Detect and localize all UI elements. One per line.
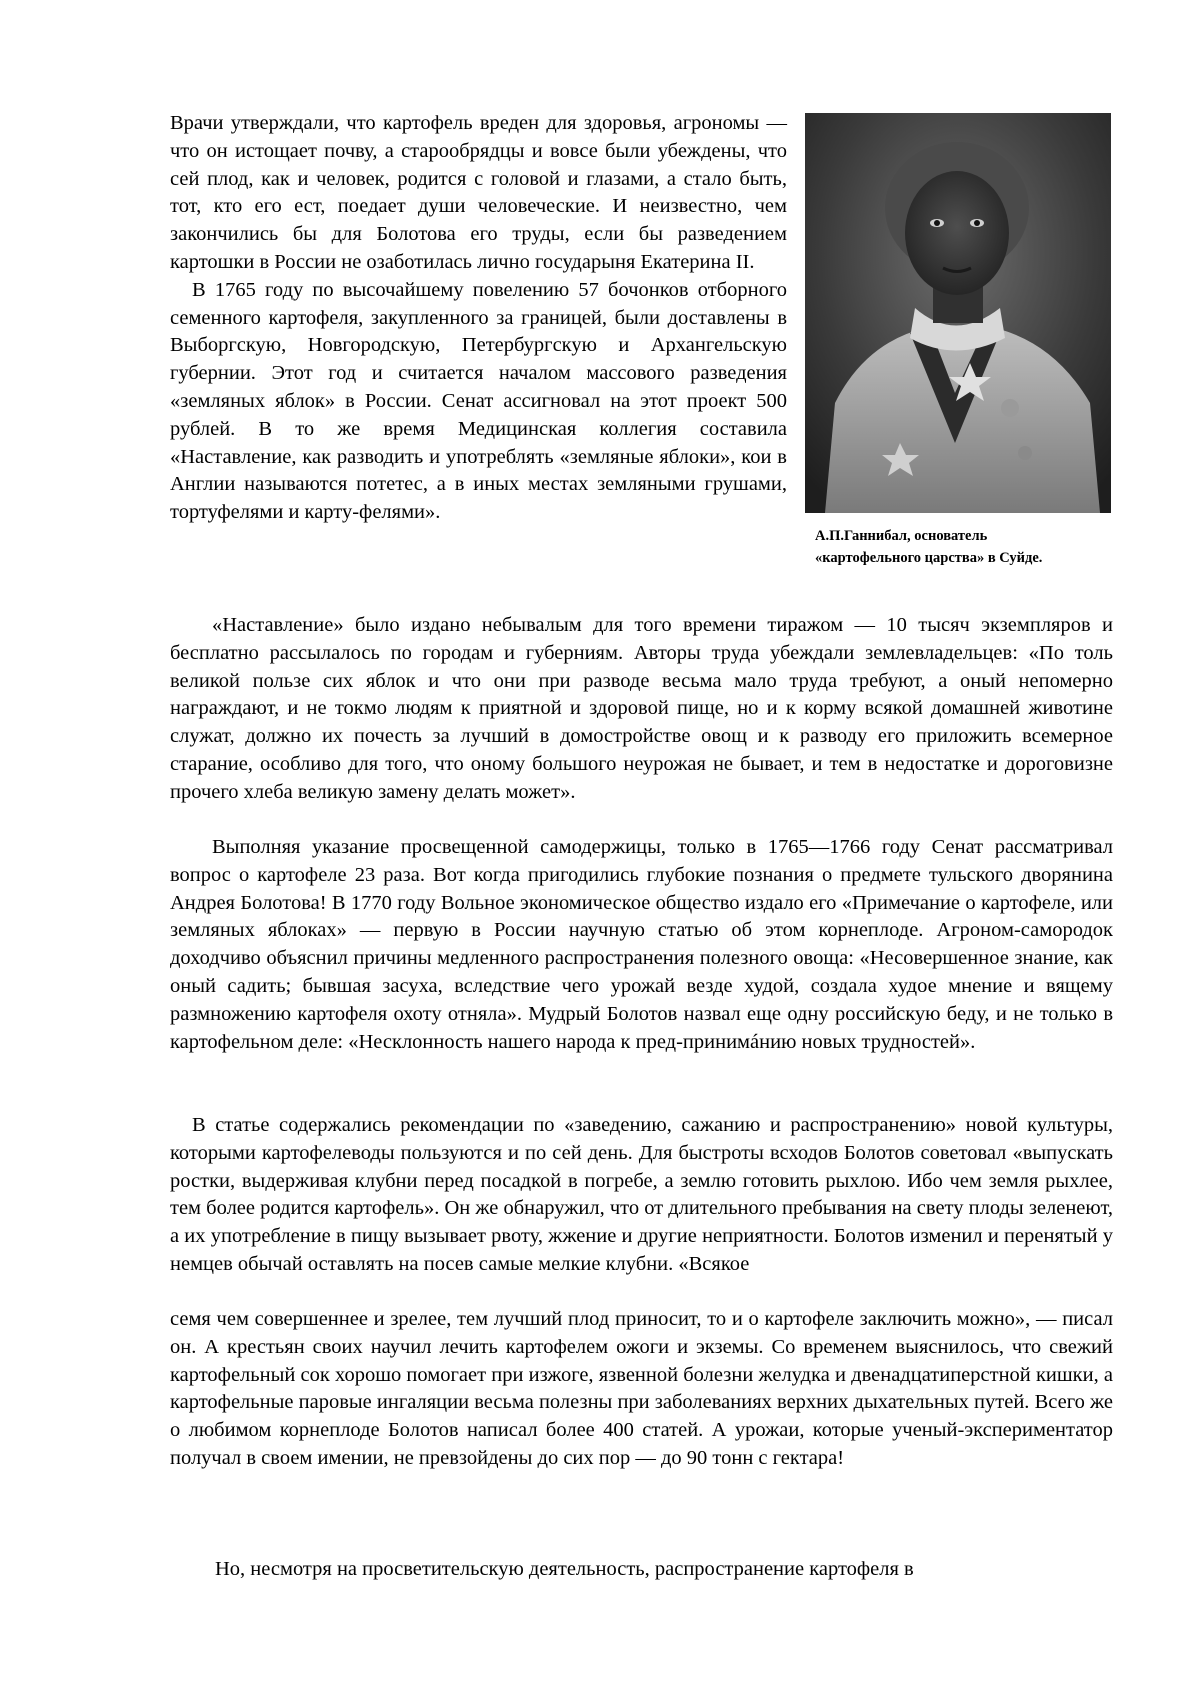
paragraph-senate: Выполняя указание просвещенной самодержицы, только в 1765—1766 году Сенат рассматривал вопрос о картофеле 23 раза. Вот когда пригодились глубокие познания о предмете тульского дворянина Андрея Болотова! В 1770 году Вольное экономическое общество издало его «Примечание о картофеле, или земляных яблоках» — первую в России научную статью об этом корнеплоде. Агроном-самородок доходчиво объяснил причины медленного распространения полезного овоща: «Несовершенное знание, как оный садить; бывшая засуха, вследствие чего урожай везде худой, создала худое мнение и вящему размножению картофеля охоту отняла». Мудрый Болотов назвал еще одну российскую беду, и не только в картофельном деле: «Несклонность нашего народа к пред-принимáнию новых трудностей».	[170, 836, 1113, 1053]
paragraph-doctors: Врачи утверждали, что картофель вреден для здоровья, агрономы — что он истощает почву, а старообрядцы и вовсе были убеждены, что сей плод, как и человек, родится с головой и глазами, а стало быть, тот, кто его ест, поедает души человеческие. И неизвестно, чем закончились бы для Болотова его труды, если бы разведением картошки в России не озаботилась лично государыня Екатерина II.	[170, 112, 787, 273]
paragraph-recommendations: В статье содержались рекомендации по «заведению, сажанию и распространению» новой культуры, которыми картофелеводы пользуются и по сей день. Для быстроты всходов Болотов советовал «выпускать ростки, выдерживая клубни перед посадкой в погребе, а землю готовить рыхлою. Ибо чем земля рыхлее, тем более родится картофель». Он же обнаружил, что от длительного пребывания на свету плоды зеленеют, а их употребление в пищу вызывает рвоту, жжение и другие неприятности. Болотов изменил и перенятый у немцев обычай оставлять на посев самые мелкие клубни. «Всякое	[170, 1114, 1113, 1275]
paragraph-intro	[170, 110, 787, 527]
portrait-caption	[815, 525, 1115, 569]
paragraph-seeds: семя чем совершеннее и зрелее, тем лучший плод приносит, то и о картофеле заключить можно», — писал он. А крестьян своих научил лечить картофелем ожоги и экземы. Со временем выяснилось, что свежий картофельный сок хорошо помогает при изжоге, язвенной болезни желудка и двенадцатиперстной кишки, а картофельные паровые ингаляции весьма полезны при заболеваниях верхних дыхательных путей. Всего же о любимом корнеплоде Болотов написал более 400 статей. А урожаи, которые ученый-экспериментатор получал в своем имении, не превзойдены до сих пор — до 90 тонн с гектара!	[170, 1308, 1113, 1469]
portrait-figure	[805, 113, 1111, 513]
caption-line-1: А.П.Ганнибал, основатель	[815, 528, 988, 544]
caption-line-2: «картофельного царства» в Суйде.	[815, 550, 1043, 566]
paragraph-1765-decree: В 1765 году по высочайшему повелению 57 бочонков отборного семенного картофеля, закупленного за границей, были доставлены в Выборгскую, Новгородскую, Петербургскую и Архангельскую губернии. Этот год и считается началом массового разведения «земляных яблок» в России. Сенат ассигновал на этот проект 500 рублей. В то же время Медицинская коллегия составила «Наставление, как разводить и употреблять «земляные яблоки», кои в Англии называются потетес, а в иных местах земляными грушами, тортуфелями и карту-фелями».	[170, 278, 787, 524]
paragraph-nastavlenie: «Наставление» было издано небывалым для того времени тиражом — 10 тысяч экземпляров и бесплатно рассылалось по городам и губерниям. Авторы труда убеждали землевладельцев: «По толь великой пользе сих яблок и что они при разводе весьма мало труда требуют, а оный непомерно награждают, и не токмо людям к приятной и здоровой пище, но и к корму всякой домашней животине служат, должно их почесть за лучший в домостройстве овощ и к разводу его приложить всемерное старание, особливо для того, что оному большого неурожая не бывает, и тем в недостатке и дороговизне прочего хлеба великую замену делать может».	[170, 614, 1113, 803]
portrait-image	[805, 113, 1111, 513]
paragraph-closing: Но, несмотря на просветительскую деятельность, распространение картофеля в	[215, 1558, 914, 1580]
